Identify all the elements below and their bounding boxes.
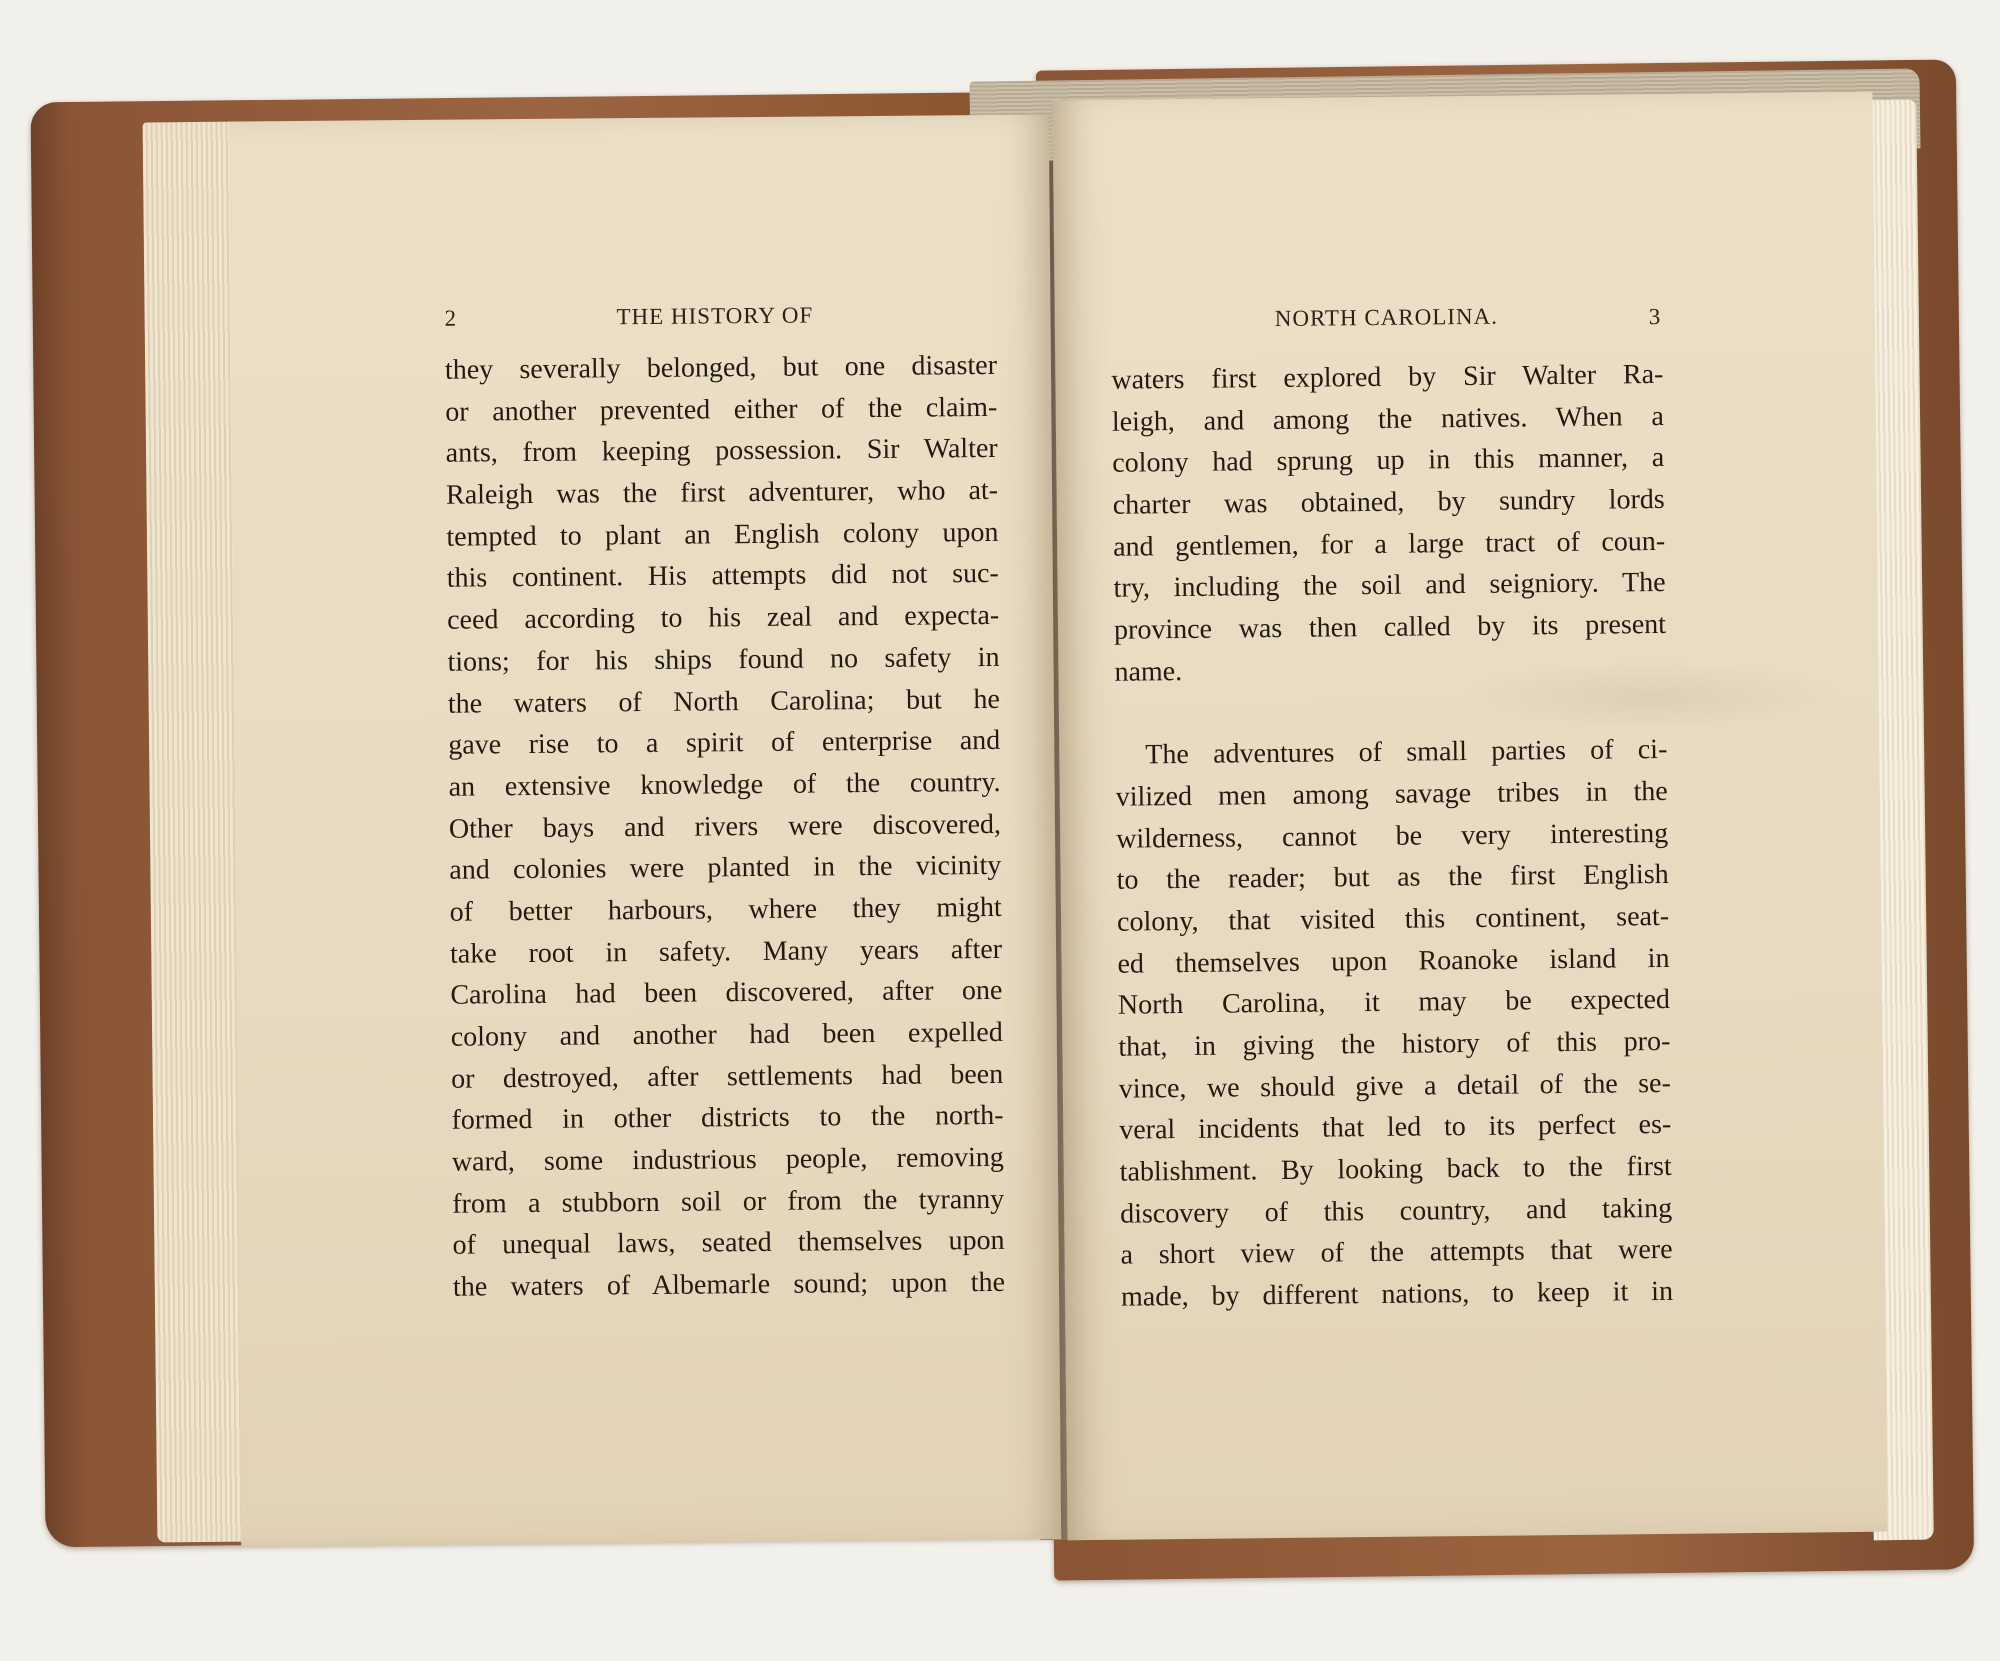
text-line: leigh, and among the natives. When a [1111, 400, 1664, 438]
text-line: gave rise to a spirit of enterprise and [448, 725, 1001, 761]
text-line: charter was obtained, by sundry lords [1112, 484, 1665, 521]
text-line: tempted to plant an English colony upon [446, 516, 999, 553]
text-line: the waters of North Carolina; but he [447, 683, 1001, 720]
page-number: 2 [444, 305, 457, 331]
page-number: 3 [1648, 303, 1661, 330]
text-line: that, in giving the history of this pro- [1118, 1025, 1671, 1063]
text-line: vilized men among savage tribes in the [1115, 775, 1668, 813]
running-head: THE HISTORY OF [616, 302, 814, 330]
text-line: and gentlemen, for a large tract of coun- [1113, 525, 1666, 563]
text-line: formed in other districts to the north- [451, 1100, 1004, 1137]
text-line: name. [1114, 655, 1183, 688]
text-line: wilderness, cannot be very interesting [1116, 817, 1669, 855]
left-page [229, 114, 1061, 1546]
text-line: of better harbours, where they might [449, 891, 1002, 928]
text-line: tions; for his ships found no safety in [447, 641, 1000, 678]
text-line: made, by different nations, to keep it in [1120, 1276, 1674, 1313]
text-line: or destroyed, after settlements had been [451, 1058, 1004, 1095]
text-line: or another prevented either of the claim- [445, 391, 998, 428]
text-line: North Carolina, it may be expected [1117, 984, 1671, 1022]
text-line: discovery of this country, and taking [1119, 1192, 1673, 1230]
show-through-text [1460, 662, 1840, 732]
text-line: tablishment. By looking back to the first [1119, 1150, 1672, 1188]
text-line: colony had sprung up in this manner, a [1112, 442, 1665, 480]
text-line: ceed according to his zeal and expecta- [447, 600, 1000, 636]
text-line: this continent. His attempts did not suc- [446, 558, 999, 595]
text-line: colony and another had been expelled [450, 1016, 1003, 1053]
text-line: ed themselves upon Roanoke island in [1117, 942, 1670, 980]
text-line: Other bays and rivers were discovered, [448, 808, 1002, 845]
text-line: colony, that visited this continent, seat- [1116, 900, 1670, 938]
text-line: the waters of Albemarle sound; upon the [452, 1267, 1006, 1303]
text-line: ants, from keeping possession. Sir Walter [445, 433, 998, 470]
text-line: vince, we should give a detail of the se- [1118, 1067, 1671, 1105]
text-line: and colonies were planted in the vicinity [449, 850, 1002, 886]
text-line: province was then called by its present [1113, 609, 1667, 646]
text-line: an extensive knowledge of the country. [448, 766, 1001, 803]
text-line: veral incidents that led to its perfect es- [1119, 1109, 1672, 1147]
text-line: from a stubborn soil or from the tyranny [452, 1183, 1005, 1220]
text-line: The adventures of small parties of ci- [1145, 734, 1668, 771]
text-line: take root in safety. Many years after [449, 933, 1003, 970]
text-line: ward, some industrious people, removing [451, 1141, 1005, 1178]
text-line: try, including the soil and seigniory. The [1113, 567, 1666, 605]
text-line: of unequal laws, seated themselves upon [452, 1225, 1005, 1262]
text-line: Raleigh was the first adventurer, who at- [445, 474, 999, 511]
text-line: Carolina had been discovered, after one [450, 975, 1003, 1012]
body-text [445, 345, 1005, 1309]
body-text [1111, 354, 1673, 1319]
text-line: a short view of the attempts that were [1120, 1234, 1673, 1272]
text-line: waters first explored by Sir Walter Ra- [1111, 358, 1664, 396]
text-line: to the reader; but as the first English [1116, 859, 1669, 896]
right-page [1052, 92, 1887, 1541]
running-head: NORTH CAROLINA. [1274, 303, 1499, 332]
text-line: they severally belonged, but one disaster [444, 349, 998, 386]
